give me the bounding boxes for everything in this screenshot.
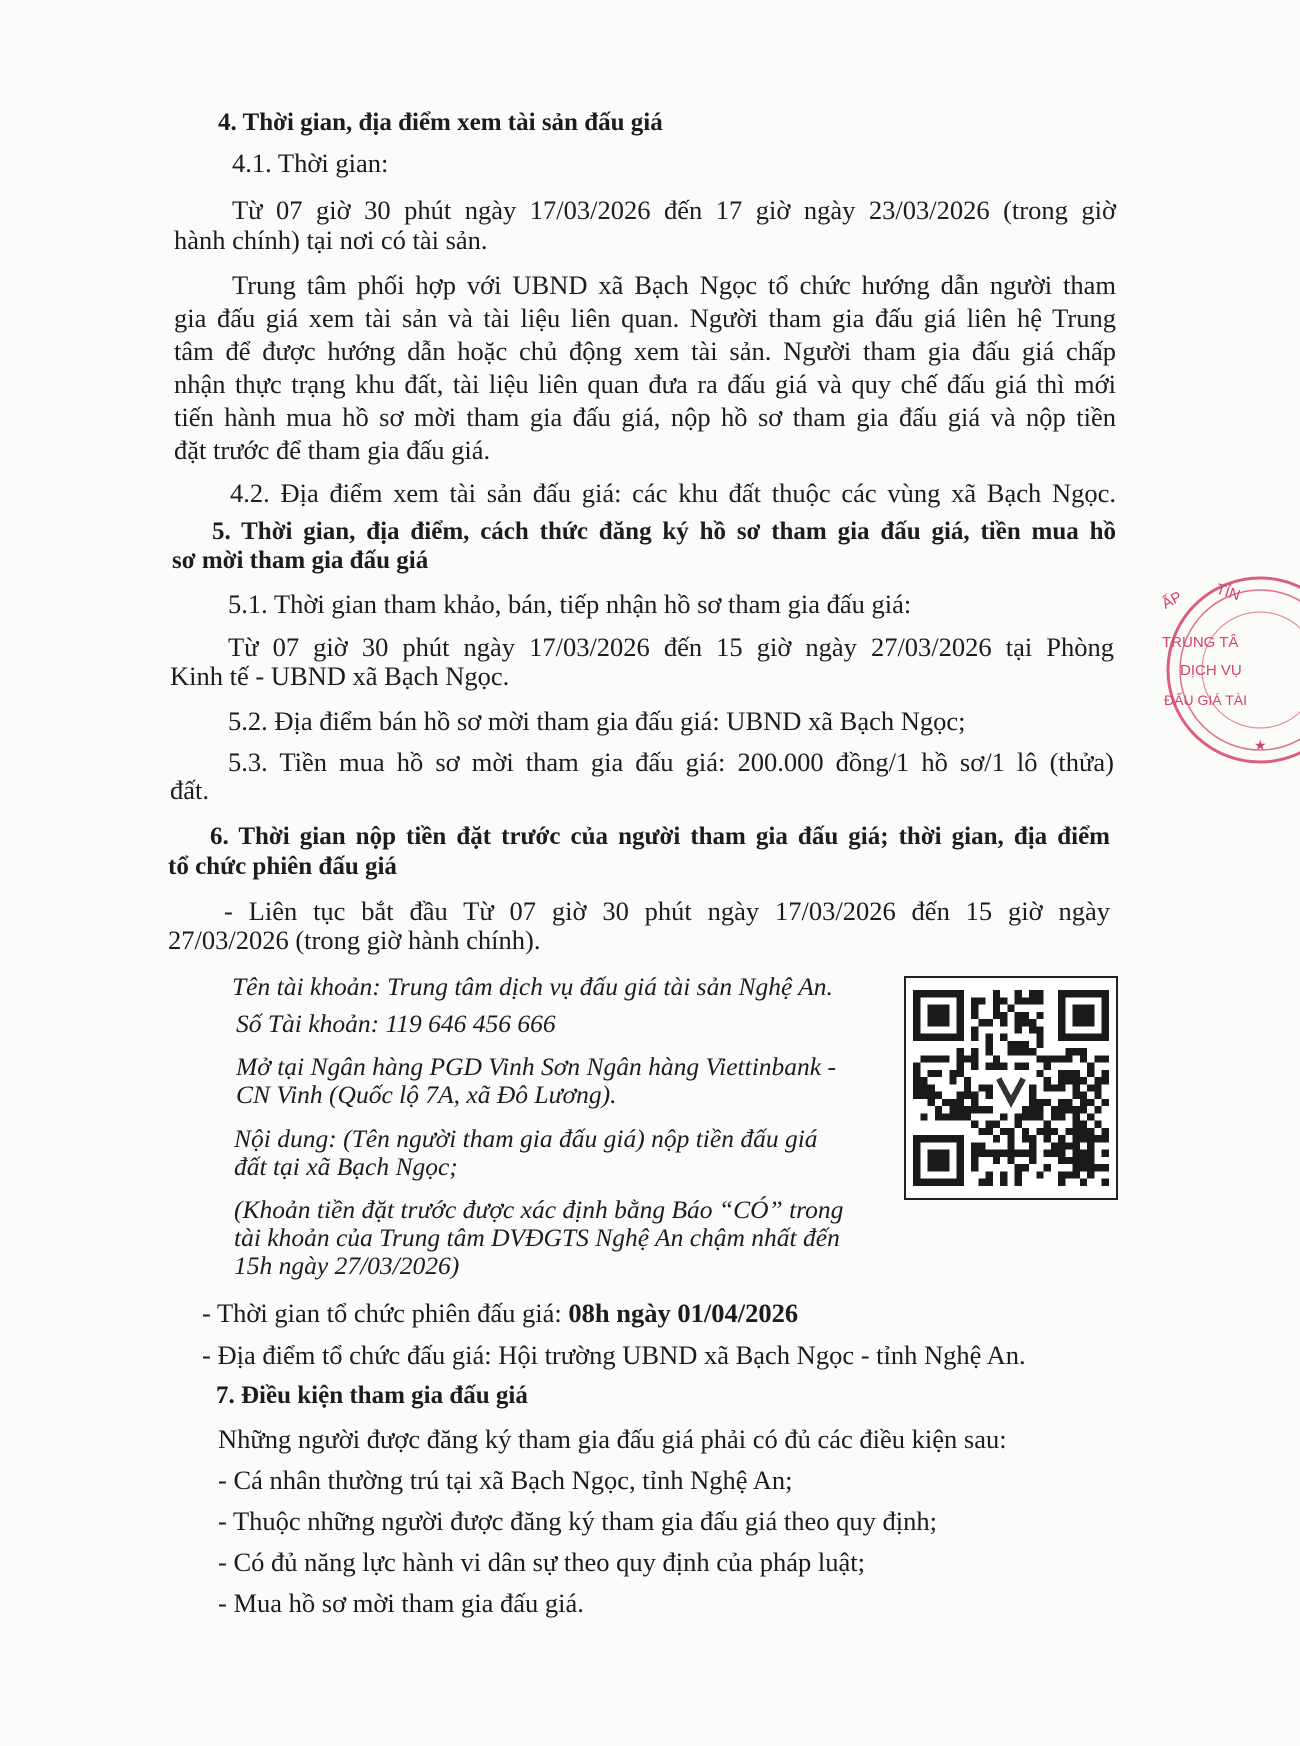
section-5-1-label: 5.1. Thời gian tham khảo, bán, tiếp nhận hồ sơ tham gia đấu giá: xyxy=(228,589,912,619)
section-4-time-line1: Từ 07 giờ 30 phút ngày 17/03/2026 đến 17 giờ ngày 23/03/2026 (trong giờ xyxy=(232,195,1116,225)
section-5-2-label: 5.2. Địa điểm bán hồ sơ mời tham gia đấu giá: UBND xã Bạch Ngọc; xyxy=(228,706,966,736)
deposit-note-line1: (Khoản tiền đặt trước được xác định bằng Báo “CÓ” trong xyxy=(234,1195,844,1224)
stamp-line3: ĐẤU GIÁ TÀI xyxy=(1164,692,1247,708)
transfer-content-line2: đất tại xã Bạch Ngọc; xyxy=(234,1152,458,1181)
section-5-heading-line2: sơ mời tham gia đấu giá xyxy=(172,547,429,574)
section-4-para-line2: gia đấu giá xem tài sản và tài liệu liên quan. Người tham gia đấu giá liên hệ Trung xyxy=(174,303,1116,333)
section-5-heading-line1: 5. Thời gian, địa điểm, cách thức đăng ký hồ sơ tham gia đấu giá, tiền mua hồ xyxy=(212,518,1116,545)
stamp-line1: TRUNG TÂ xyxy=(1162,634,1239,651)
auction-session-time xyxy=(202,1298,798,1328)
auction-session-label: - Thời gian tổ chức phiên đấu giá: xyxy=(202,1298,569,1328)
stamp-line2: DỊCH VỤ xyxy=(1180,662,1242,679)
condition-item: - Có đủ năng lực hành vi dân sự theo quy định của pháp luật; xyxy=(218,1547,865,1577)
deposit-note-line3: 15h ngày 27/03/2026) xyxy=(234,1251,460,1280)
transfer-content-line1: Nội dung: (Tên người tham gia đấu giá) nộp tiền đấu giá xyxy=(234,1124,818,1153)
section-4-para-line5: tiến hành mua hồ sơ mời tham gia đấu giá, nộp hồ sơ tham gia đấu giá và nộp tiền xyxy=(174,402,1116,432)
svg-text:★: ★ xyxy=(1254,738,1267,754)
stamp-arc-left: ẤP xyxy=(1159,588,1185,613)
section-7-heading: 7. Điều kiện tham gia đấu giá xyxy=(216,1382,528,1409)
section-5-3-line1: 5.3. Tiền mua hồ sơ mời tham gia đấu giá: 200.000 đồng/1 hồ sơ/1 lô (thửa) xyxy=(228,747,1114,777)
section-6-deposit-line2: 27/03/2026 (trong giờ hành chính). xyxy=(168,925,541,955)
section-6-heading-line2: tổ chức phiên đấu giá xyxy=(168,853,397,880)
bank-line1: Mở tại Ngân hàng PGD Vinh Sơn Ngân hàng Viettinbank - xyxy=(236,1052,836,1081)
section-4-para-line4: nhận thực trạng khu đất, tài liệu liên quan đưa ra đấu giá và quy chế đấu giá thì mới xyxy=(174,369,1116,399)
condition-item: - Mua hồ sơ mời tham gia đấu giá. xyxy=(218,1588,584,1618)
qr-code-icon xyxy=(904,976,1118,1200)
stamp-arc-right: TỈN xyxy=(1213,580,1243,605)
section-6-heading-line1: 6. Thời gian nộp tiền đặt trước của người tham gia đấu giá; thời gian, địa điểm xyxy=(210,823,1110,850)
section-4-para-line6: đặt trước để tham gia đấu giá. xyxy=(174,435,491,465)
section-4-para-line3: tâm để được hướng dẫn hoặc chủ động xem tài sản. Người tham gia đấu giá chấp xyxy=(174,336,1116,366)
section-4-1-label: 4.1. Thời gian: xyxy=(232,148,389,178)
auction-session-value: 08h ngày 01/04/2026 xyxy=(568,1298,799,1328)
auction-venue: - Địa điểm tổ chức đấu giá: Hội trường UBND xã Bạch Ngọc - tỉnh Nghệ An. xyxy=(202,1340,1026,1370)
section-4-heading: 4. Thời gian, địa điểm xem tài sản đấu giá xyxy=(218,109,663,136)
deposit-note-line2: tài khoản của Trung tâm DVĐGTS Nghệ An chậm nhất đến xyxy=(234,1223,840,1252)
bank-line2: CN Vinh (Quốc lộ 7A, xã Đô Lương). xyxy=(236,1080,617,1109)
section-6-deposit-line1: - Liên tục bắt đầu Từ 07 giờ 30 phút ngày 17/03/2026 đến 15 giờ ngày xyxy=(224,896,1110,926)
account-number: Số Tài khoản: 119 646 456 666 xyxy=(236,1009,556,1038)
section-5-time-line1: Từ 07 giờ 30 phút ngày 17/03/2026 đến 15 giờ ngày 27/03/2026 tại Phòng xyxy=(228,632,1114,662)
section-5-3-line2: đất. xyxy=(170,775,209,805)
section-4-para-line1: Trung tâm phối hợp với UBND xã Bạch Ngọc tổ chức hướng dẫn người tham xyxy=(232,270,1116,300)
section-4-time-line2: hành chính) tại nơi có tài sản. xyxy=(174,225,488,255)
account-name: Tên tài khoản: Trung tâm dịch vụ đấu giá tài sản Nghệ An. xyxy=(232,972,833,1001)
condition-item: - Cá nhân thường trú tại xã Bạch Ngọc, tỉnh Nghệ An; xyxy=(218,1465,793,1495)
section-4-2-label: 4.2. Địa điểm xem tài sản đấu giá: các khu đất thuộc các vùng xã Bạch Ngọc. xyxy=(230,478,1116,508)
section-7-intro: Những người được đăng ký tham gia đấu giá phải có đủ các điều kiện sau: xyxy=(218,1424,1007,1454)
condition-item: - Thuộc những người được đăng ký tham gia đấu giá theo quy định; xyxy=(218,1506,938,1536)
section-5-time-line2: Kinh tế - UBND xã Bạch Ngọc. xyxy=(170,661,510,691)
